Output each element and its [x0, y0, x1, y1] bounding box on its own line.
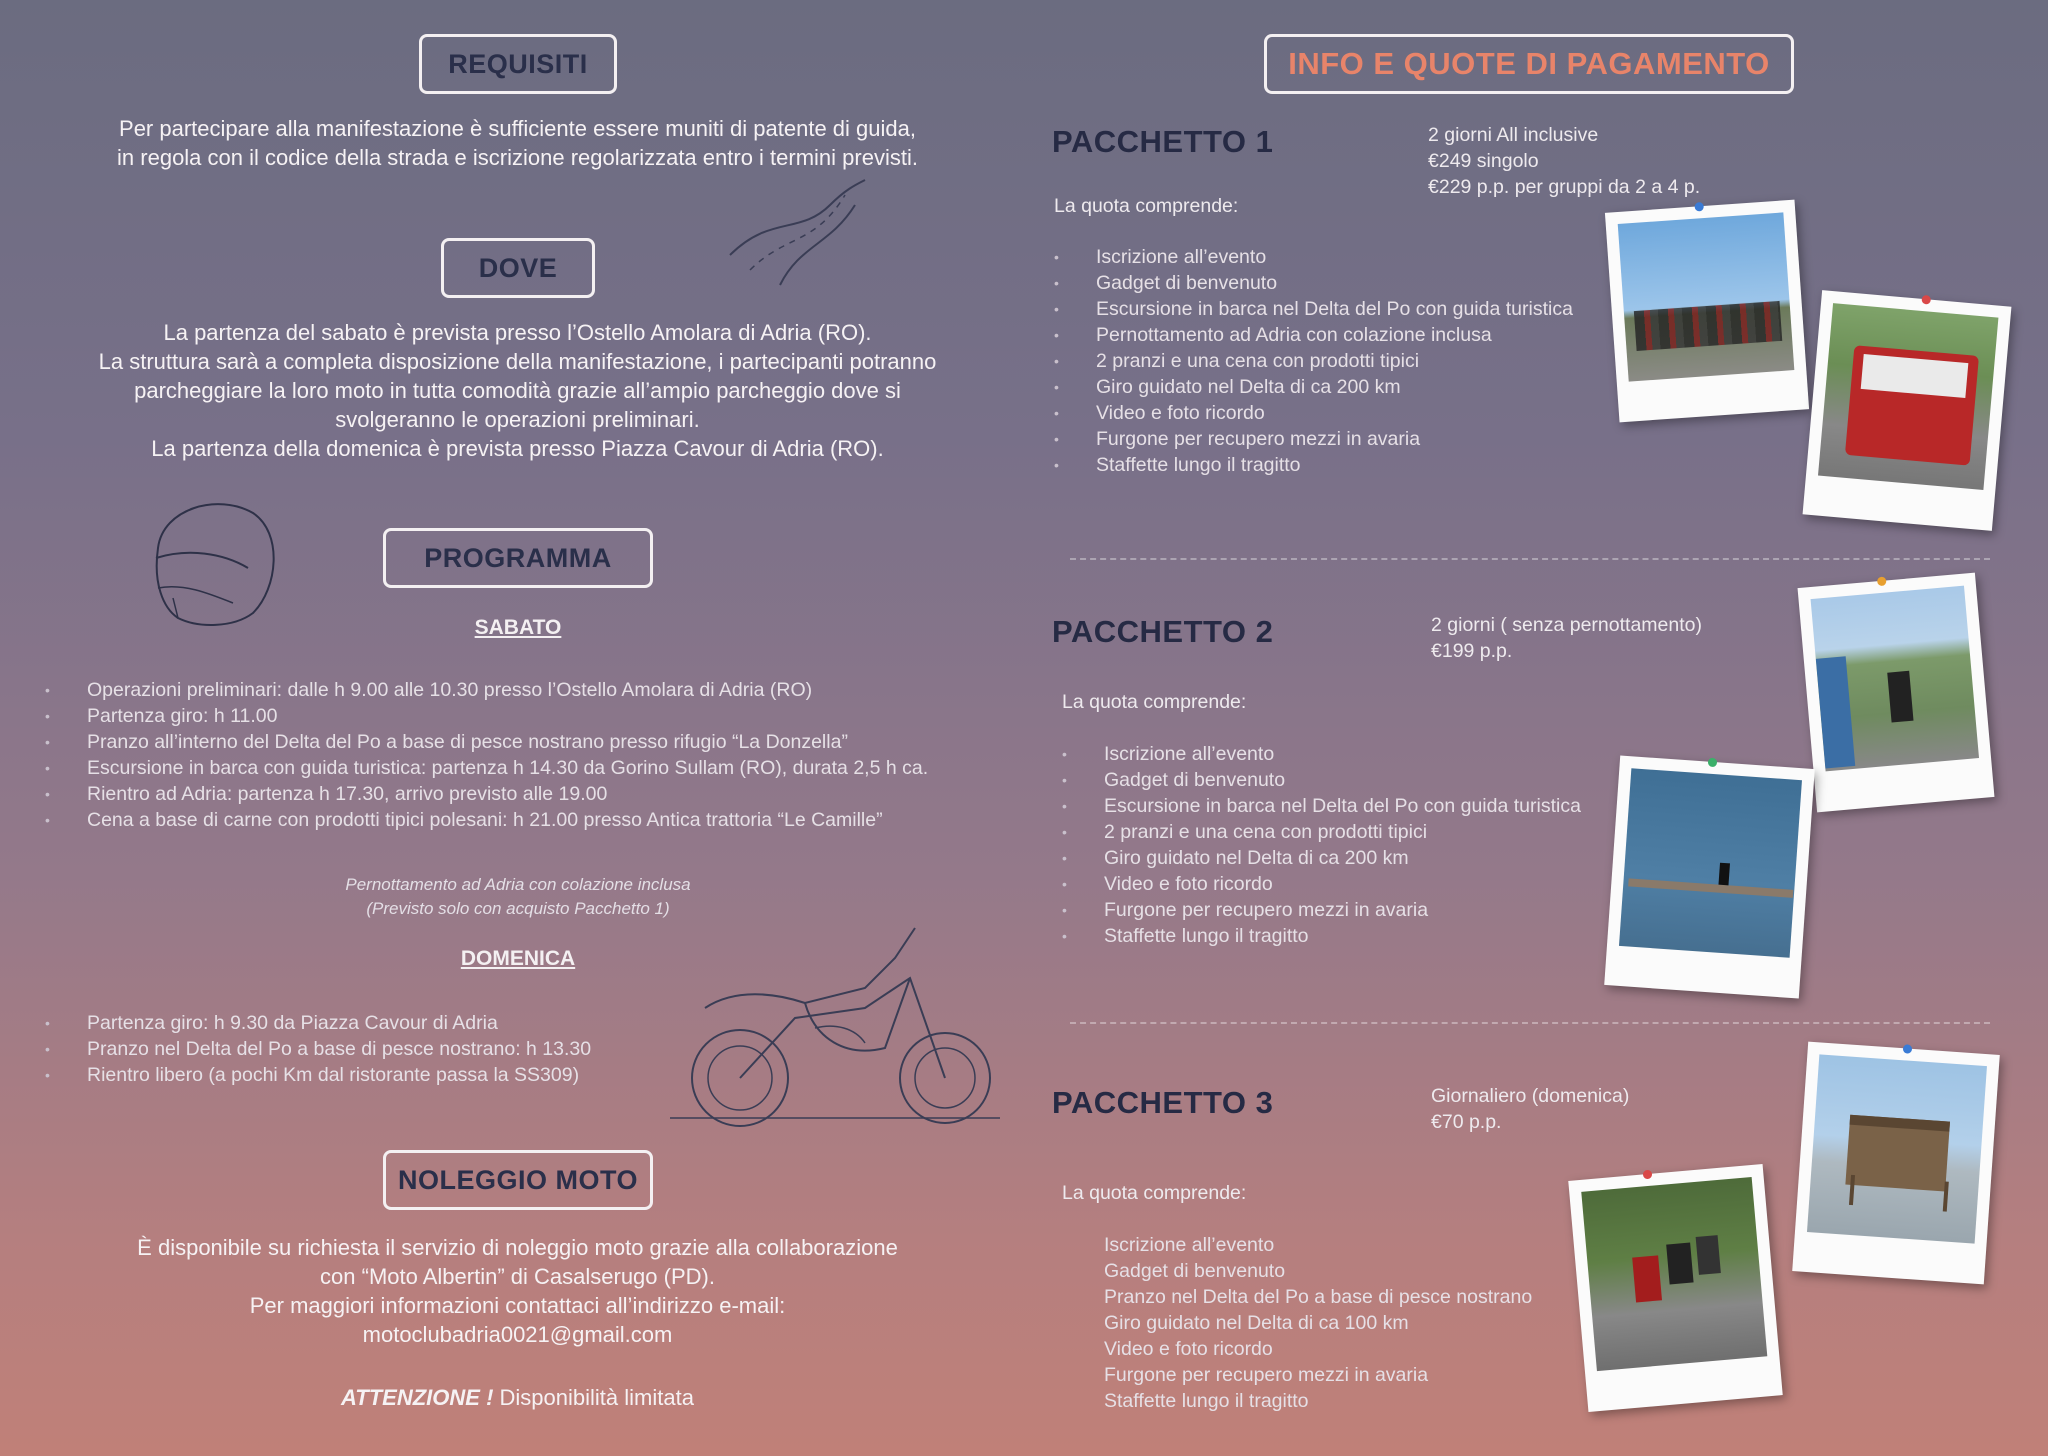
pacchetto-3-title: PACCHETTO 3 [1052, 1085, 1274, 1120]
list-item: • Gadget di benvenuto [1054, 270, 1573, 296]
list-item: • Staffette lungo il tragitto [1054, 452, 1573, 478]
divider [1070, 1022, 1990, 1024]
domenica-label: DOMENICA [460, 947, 576, 970]
dove-text [20, 318, 1015, 463]
list-item: • Rientro ad Adria: partenza h 17.30, arrivo previsto alle 19.00 [45, 781, 928, 807]
helmet-sketch-icon [138, 488, 288, 638]
info-line: €199 p.p. [1431, 640, 1513, 662]
list-item: • Pranzo nel Delta del Po a base di pesce nostrano: h 13.30 [45, 1036, 591, 1062]
pacchetto-1-info [1428, 122, 1700, 200]
pacchetto-3-list [1062, 1232, 1532, 1414]
text-line: con “Moto Albertin” di Casalserugo (PD). [320, 1264, 715, 1289]
list-item: • Operazioni preliminari: dalle h 9.00 alle 10.30 presso l’Ostello Amolara di Adria (RO) [45, 677, 928, 703]
photo-bikers-parking [1605, 200, 1809, 423]
photo-red-van [1803, 290, 2012, 531]
requisiti-text [40, 114, 995, 172]
pin-icon [1921, 295, 1931, 305]
pernottamento-note [268, 873, 768, 921]
text-line: Per maggiori informazioni contattaci all’indirizzo e-mail: [249, 1293, 786, 1318]
text-line: La partenza della domenica è prevista presso Piazza Cavour di Adria (RO). [151, 436, 884, 461]
pin-icon [1877, 576, 1887, 586]
noleggio-heading: NOLEGGIO MOTO [383, 1150, 653, 1210]
list-item: • Furgone per recupero mezzi in avaria [1062, 897, 1581, 923]
pin-icon [1903, 1044, 1913, 1054]
pin-icon [1708, 758, 1718, 768]
list-item: • Iscrizione all’evento [1062, 741, 1581, 767]
pacchetto-2-info [1431, 612, 1702, 664]
text-line: Per partecipare alla manifestazione è sufficiente essere muniti di patente di guida, [119, 116, 916, 141]
pin-icon [1694, 202, 1704, 212]
requisiti-heading: REQUISITI [419, 34, 617, 94]
list-item: • Staffette lungo il tragitto [1062, 923, 1581, 949]
pin-icon [1643, 1170, 1653, 1180]
photo-riders-road [1568, 1164, 1782, 1412]
photo-motorbike-bridge [1798, 573, 1995, 813]
list-item: • Escursione in barca nel Delta del Po con guida turistica [1054, 296, 1573, 322]
list-item: • Escursione in barca nel Delta del Po con guida turistica [1062, 793, 1581, 819]
sabato-label: SABATO [474, 616, 562, 639]
text-line: parcheggiare la loro moto in tutta comodità grazie all’ampio parcheggio dove si [134, 378, 901, 403]
list-item: • Giro guidato nel Delta di ca 200 km [1054, 374, 1573, 400]
list-item: • Partenza giro: h 9.30 da Piazza Cavour di Adria [45, 1010, 591, 1036]
pacchetto-1-title: PACCHETTO 1 [1052, 124, 1274, 159]
list-item: • Gadget di benvenuto [1062, 767, 1581, 793]
dove-heading: DOVE [441, 238, 595, 298]
pacchetto-3-quota-label: La quota comprende: [1062, 1182, 1247, 1204]
pacchetto-2-title: PACCHETTO 2 [1052, 614, 1274, 649]
list-item: • Pernottamento ad Adria con colazione inclusa [1054, 322, 1573, 348]
road-sketch-icon [720, 175, 870, 295]
noleggio-text [40, 1233, 995, 1349]
divider [1070, 558, 1990, 560]
info-line: 2 giorni All inclusive [1428, 124, 1599, 146]
list-item: Video e foto ricordo [1104, 1338, 1273, 1360]
attenzione-label: ATTENZIONE ! [341, 1385, 494, 1410]
pacchetto-2-quota-label: La quota comprende: [1062, 691, 1247, 713]
domenica-list [45, 1010, 591, 1088]
list-item: • Cena a base di carne con prodotti tipici polesani: h 21.00 presso Antica trattoria “Le Camille” [45, 807, 928, 833]
list-item: • 2 pranzi e una cena con prodotti tipici [1054, 348, 1573, 374]
disponibilita-label: Disponibilità limitata [493, 1385, 694, 1410]
text-line: Pernottamento ad Adria con colazione inclusa [345, 875, 691, 894]
pacchetto-3-info [1431, 1083, 1629, 1135]
text-line: svolgeranno le operazioni preliminari. [335, 407, 700, 432]
pacchetto-1-list [1054, 244, 1573, 478]
list-item: Staffette lungo il tragitto [1104, 1390, 1309, 1412]
list-item: • Giro guidato nel Delta di ca 200 km [1062, 845, 1581, 871]
photo-stilt-hut [1792, 1042, 2000, 1285]
list-item: • 2 pranzi e una cena con prodotti tipici [1062, 819, 1581, 845]
list-item: • Iscrizione all’evento [1054, 244, 1573, 270]
text-line: in regola con il codice della strada e iscrizione regolarizzata entro i termini previsti. [117, 145, 918, 170]
list-item: Gadget di benvenuto [1104, 1260, 1286, 1282]
list-item: Pranzo nel Delta del Po a base di pesce nostrano [1104, 1286, 1533, 1308]
info-line: €229 p.p. per gruppi da 2 a 4 p. [1428, 176, 1701, 198]
list-item: Iscrizione all’evento [1104, 1234, 1275, 1256]
pacchetto-1-quota-label: La quota comprende: [1054, 195, 1239, 217]
list-item: Furgone per recupero mezzi in avaria [1104, 1364, 1429, 1386]
programma-heading: PROGRAMMA [383, 528, 653, 588]
sabato-list [45, 677, 928, 833]
info-quote-heading: INFO E QUOTE DI PAGAMENTO [1264, 34, 1794, 94]
motorcycle-sketch-icon [665, 918, 1005, 1138]
list-item: • Video e foto ricordo [1062, 871, 1581, 897]
list-item: • Furgone per recupero mezzi in avaria [1054, 426, 1573, 452]
list-item: • Escursione in barca con guida turistica: partenza h 14.30 da Gorino Sullam (RO), durata 2,5 h ca. [45, 755, 928, 781]
attenzione-line [40, 1385, 995, 1411]
list-item: • Rientro libero (a pochi Km dal ristorante passa la SS309) [45, 1062, 591, 1088]
text-line: La struttura sarà a completa disposizione della manifestazione, i partecipanti potranno [98, 349, 937, 374]
text-line: (Previsto solo con acquisto Pacchetto 1) [366, 899, 670, 918]
info-line: Giornaliero (domenica) [1431, 1085, 1630, 1107]
info-line: 2 giorni ( senza pernottamento) [1431, 614, 1702, 636]
info-line: €249 singolo [1428, 150, 1539, 172]
info-line: €70 p.p. [1431, 1111, 1502, 1133]
list-item: • Partenza giro: h 11.00 [45, 703, 928, 729]
text-line: La partenza del sabato è prevista presso l’Ostello Amolara di Adria (RO). [163, 320, 872, 345]
list-item: • Pranzo all’interno del Delta del Po a base di pesce nostrano presso rifugio “La Donzella” [45, 729, 928, 755]
pacchetto-2-list [1062, 741, 1581, 949]
list-item: • Video e foto ricordo [1054, 400, 1573, 426]
list-item: Giro guidato nel Delta di ca 100 km [1104, 1312, 1409, 1334]
photo-bird-lagoon [1604, 755, 1815, 998]
text-line: È disponibile su richiesta il servizio di noleggio moto grazie alla collaborazione [137, 1235, 898, 1260]
email-text: motoclubadria0021@gmail.com [362, 1322, 673, 1347]
